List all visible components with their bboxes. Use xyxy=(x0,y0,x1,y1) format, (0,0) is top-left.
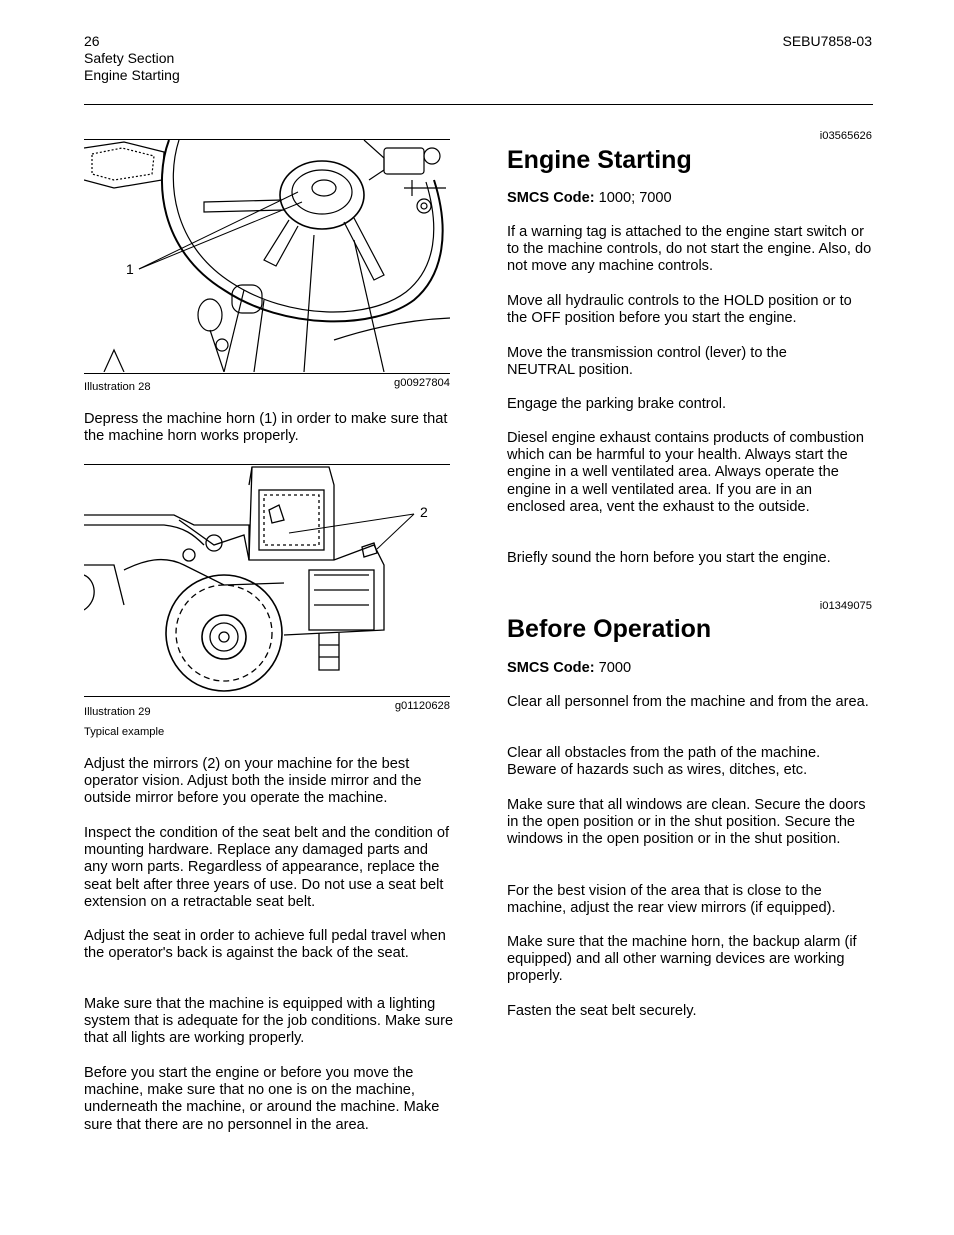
engine-paragraph-exhaust: Diesel engine exhaust contains products of combustion which can be harmful to your health. Always start the engine in a well ventilated area. Always operate the engine in a well ventilated area. If you are in an enclosed area, vent the exhaust to the outside. xyxy=(507,430,864,515)
document-id: SEBU7858-03 xyxy=(782,33,872,49)
figure-29-bottom-rule xyxy=(84,696,450,697)
left-paragraph-seat-belt: Inspect the condition of the seat belt and the condition of mounting hardware. Replace any damaged parts and any worn parts. Regardless of appearance, replace the seat belt after three years of use. Do not use a seat belt extension on a retractable seat belt. xyxy=(84,825,450,910)
figure-29-caption: Illustration 29 xyxy=(84,706,151,718)
callout-2: 2 xyxy=(420,504,428,520)
before-paragraph-warning-devices: Make sure that the machine horn, the backup alarm (if equipped) and all other warning devices are working properly. xyxy=(507,934,857,985)
engine-starting-ref: i03565626 xyxy=(819,130,872,142)
left-paragraph-personnel: Before you start the engine or before you move the machine, make sure that no one is on the machine, underneath the machine, or around the machine. Make sure that there are no personnel in the area. xyxy=(84,1065,440,1133)
figure-28-steering-wheel-horn xyxy=(84,140,450,372)
figure-29-code: g01120628 xyxy=(394,700,450,712)
header-subsection: Engine Starting xyxy=(84,67,180,83)
heading-before-operation: Before Operation xyxy=(507,615,712,643)
figure-29-machine-mirrors xyxy=(84,465,450,695)
left-paragraph-seat: Adjust the seat in order to achieve full pedal travel when the operator's back is against the back of the seat. xyxy=(84,928,446,962)
smcs-label: SMCS Code: xyxy=(507,660,595,676)
header-rule xyxy=(84,104,873,105)
smcs-value: 1000; 7000 xyxy=(594,190,672,206)
figure-28-bottom-rule xyxy=(84,373,450,374)
engine-paragraph-hydraulic: Move all hydraulic controls to the HOLD position or to the OFF position before you start the engine. xyxy=(507,293,852,327)
before-paragraph-seat-belt: Fasten the seat belt securely. xyxy=(507,1003,697,1019)
before-paragraph-mirrors: For the best vision of the area that is close to the machine, adjust the rear view mirrors (if equipped). xyxy=(507,883,836,917)
left-paragraph-lighting: Make sure that the machine is equipped with a lighting system that is adequate for the job conditions. Make sure that all lights are working properly. xyxy=(84,996,454,1047)
figure-28-code: g00927804 xyxy=(394,377,450,389)
before-paragraph-obstacles: Clear all obstacles from the path of the machine. Beware of hazards such as wires, ditches, etc. xyxy=(507,745,821,779)
engine-paragraph-warning-tag: If a warning tag is attached to the engine start switch or to the machine controls, do not start the engine. Also, do not move any machine controls. xyxy=(507,224,872,275)
before-operation-smcs xyxy=(507,660,631,677)
heading-engine-starting: Engine Starting xyxy=(507,146,692,174)
smcs-value: 7000 xyxy=(594,660,632,676)
page-number: 26 xyxy=(84,33,100,49)
engine-starting-smcs xyxy=(507,190,672,207)
running-header xyxy=(84,33,180,84)
engine-paragraph-transmission: Move the transmission control (lever) to the NEUTRAL position. xyxy=(507,345,787,379)
left-paragraph-mirrors: Adjust the mirrors (2) on your machine for the best operator vision. Adjust both the inside mirror and the outside mirror before you operate the machine. xyxy=(84,756,422,807)
engine-paragraph-parking-brake: Engage the parking brake control. xyxy=(507,396,727,412)
header-section: Safety Section xyxy=(84,50,175,66)
engine-paragraph-horn: Briefly sound the horn before you start the engine. xyxy=(507,550,831,566)
callout-1: 1 xyxy=(126,261,134,277)
paragraph-horn: Depress the machine horn (1) in order to make sure that the machine horn works properly. xyxy=(84,411,448,445)
figure-29-subcaption: Typical example xyxy=(84,726,165,738)
before-paragraph-windows: Make sure that all windows are clean. Secure the doors in the open position or in the shut position. Secure the windows in the open position or in the shut position. xyxy=(507,797,866,848)
before-paragraph-personnel: Clear all personnel from the machine and from the area. xyxy=(507,694,869,710)
smcs-label: SMCS Code: xyxy=(507,190,595,206)
figure-28-caption: Illustration 28 xyxy=(84,381,151,393)
before-operation-ref: i01349075 xyxy=(819,600,872,612)
